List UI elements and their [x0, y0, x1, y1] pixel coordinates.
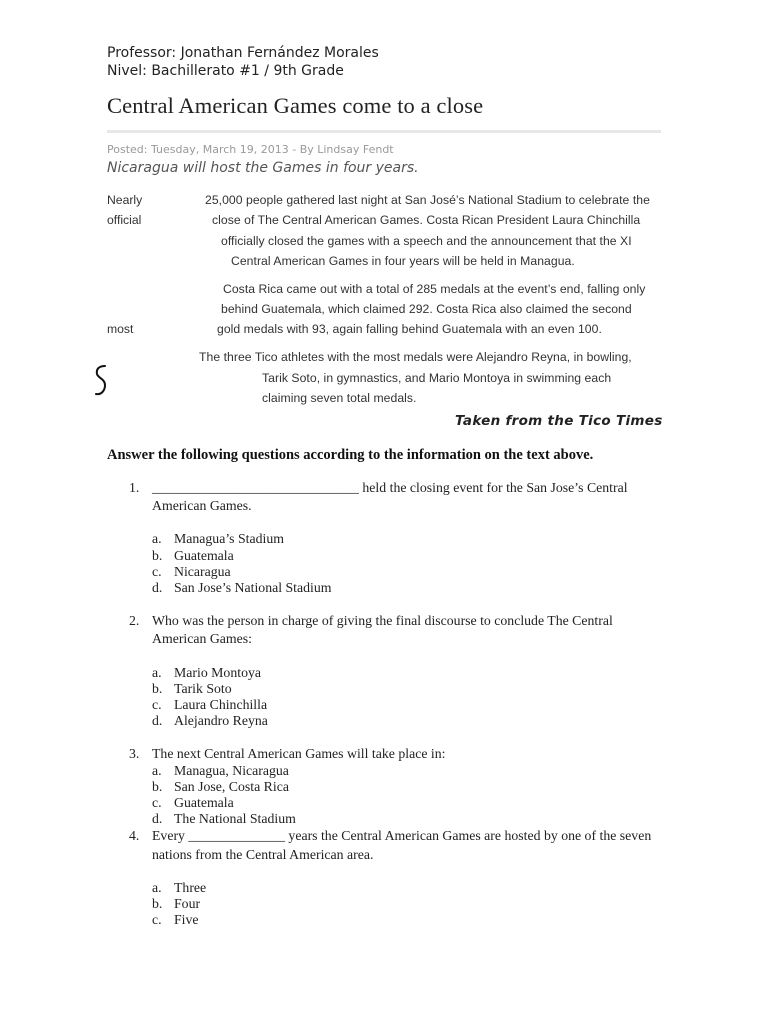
- side-word: Nearly: [107, 193, 143, 207]
- question-text: Every ______________ years the Central American Games are hosted by one of the seven: [152, 828, 652, 843]
- option-letter: d.: [152, 580, 163, 595]
- option-text: Three: [174, 880, 207, 895]
- level-line: Nivel: Bachillerato #1 / 9th Grade: [107, 63, 344, 79]
- paragraph-line: Costa Rica came out with a total of 285 medals at the event’s end, falling only: [223, 282, 646, 296]
- paragraph-line: The three Tico athletes with the most medals were Alejandro Reyna, in bowling,: [199, 350, 632, 364]
- question-number: 3.: [129, 746, 140, 761]
- instructions: Answer the following questions according to the information on the text above.: [107, 447, 594, 463]
- paragraph-line: 25,000 people gathered last night at San José’s National Stadium to celebrate the: [205, 193, 650, 207]
- option-text: Nicaragua: [174, 564, 231, 579]
- side-word: most: [107, 322, 134, 336]
- option-letter: c.: [152, 795, 162, 810]
- option-letter: a.: [152, 763, 162, 778]
- question-text: The next Central American Games will take place in:: [152, 746, 446, 761]
- option-text: Four: [174, 896, 201, 911]
- option-letter: b.: [152, 548, 163, 563]
- option-letter: a.: [152, 531, 162, 546]
- option-text: San Jose, Costa Rica: [174, 779, 289, 794]
- option-letter: d.: [152, 713, 163, 728]
- option-text: Mario Montoya: [174, 665, 261, 680]
- option-letter: d.: [152, 811, 163, 826]
- paragraph-line: Tarik Soto, in gymnastics, and Mario Montoya in swimming each: [262, 371, 612, 385]
- option-letter: c.: [152, 697, 162, 712]
- option-text: Five: [174, 912, 199, 927]
- side-word: official: [107, 213, 142, 227]
- article-source: Taken from the Tico Times: [455, 413, 663, 429]
- article-meta: Posted: Tuesday, March 19, 2013 - By Lindsay Fendt: [107, 143, 394, 156]
- option-text: Managua, Nicaragua: [174, 763, 289, 778]
- question-text: nations from the Central American area.: [152, 847, 374, 862]
- option-letter: b.: [152, 681, 163, 696]
- option-letter: b.: [152, 896, 163, 911]
- paragraph-line: close of The Central American Games. Costa Rican President Laura Chinchilla: [212, 213, 641, 227]
- option-text: San Jose’s National Stadium: [174, 580, 332, 595]
- question-number: 1.: [129, 480, 140, 495]
- paragraph-line: claiming seven total medals.: [262, 391, 417, 405]
- question-number: 4.: [129, 828, 140, 843]
- paragraph-line: officially closed the games with a speech and the announcement that the XI: [221, 234, 632, 248]
- question-text: American Games.: [152, 498, 252, 513]
- option-text: Guatemala: [174, 548, 234, 563]
- question-text: Who was the person in charge of giving the final discourse to conclude The Central: [152, 613, 613, 628]
- option-text: Guatemala: [174, 795, 234, 810]
- paragraph-line: behind Guatemala, which claimed 292. Costa Rica also claimed the second: [221, 302, 632, 316]
- option-letter: c.: [152, 564, 162, 579]
- option-letter: b.: [152, 779, 163, 794]
- handwritten-mark: [93, 364, 111, 398]
- option-text: Laura Chinchilla: [174, 697, 268, 712]
- title-divider: [107, 130, 661, 133]
- option-letter: c.: [152, 912, 162, 927]
- paragraph-line: Central American Games in four years will be held in Managua.: [231, 254, 575, 268]
- option-letter: a.: [152, 665, 162, 680]
- paragraph-line: gold medals with 93, again falling behind Guatemala with an even 100.: [217, 322, 602, 336]
- article-subtitle: Nicaragua will host the Games in four years.: [107, 160, 419, 176]
- option-text: Alejandro Reyna: [174, 713, 268, 728]
- question-text: American Games:: [152, 631, 252, 646]
- question-number: 2.: [129, 613, 140, 628]
- option-text: Managua’s Stadium: [174, 531, 284, 546]
- option-text: Tarik Soto: [174, 681, 232, 696]
- professor-line: Professor: Jonathan Fernández Morales: [107, 45, 379, 61]
- question-text: ______________________________ held the closing event for the San Jose’s Central: [152, 480, 628, 495]
- option-text: The National Stadium: [174, 811, 296, 826]
- option-letter: a.: [152, 880, 162, 895]
- article-title: Central American Games come to a close: [107, 93, 484, 118]
